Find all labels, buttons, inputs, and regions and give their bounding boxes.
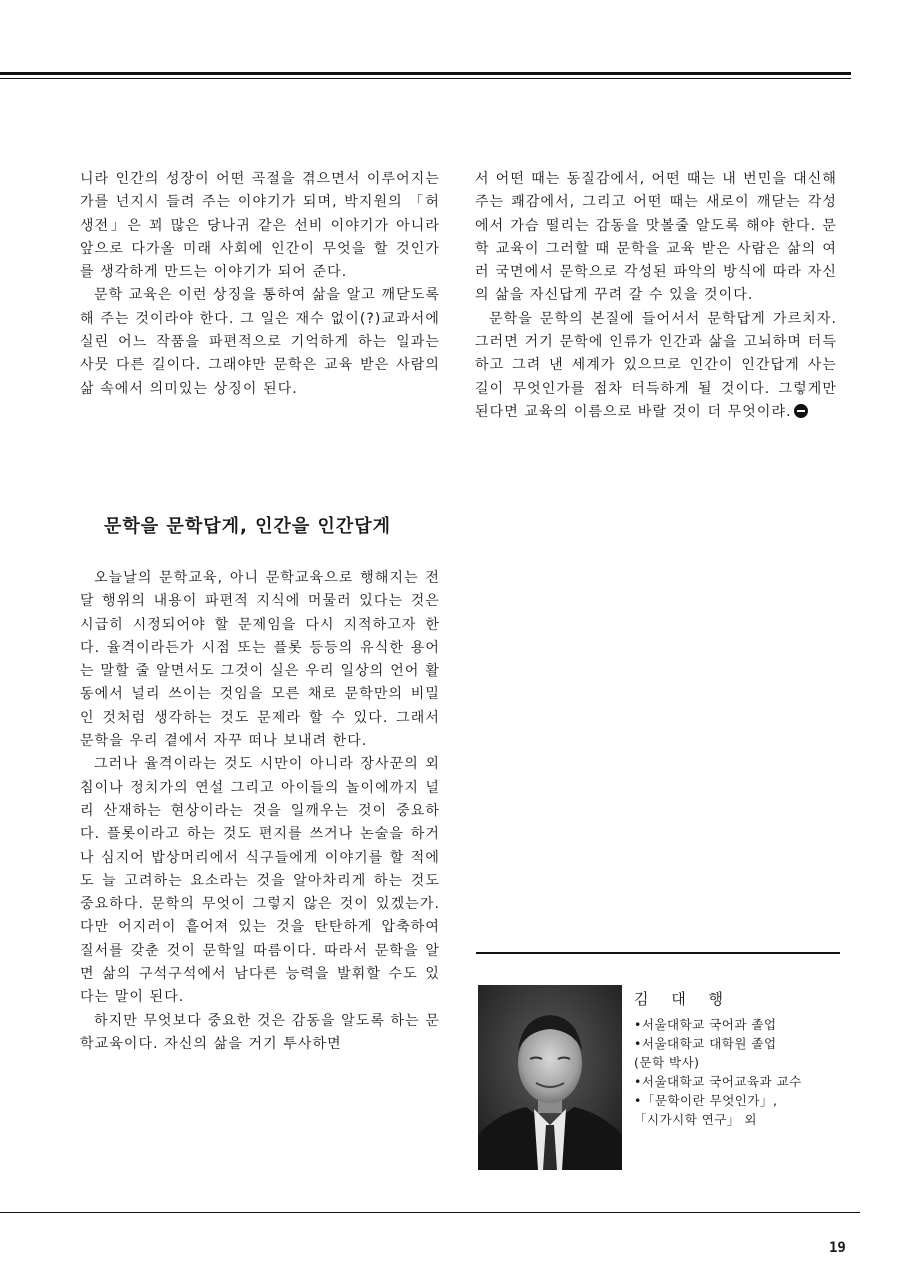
paragraph: [475, 308, 837, 424]
left-column-top: [80, 168, 440, 401]
author-info: [634, 990, 854, 1129]
author-name: 김 대 행: [634, 990, 733, 1008]
author-divider: [476, 952, 840, 954]
author-photo: [478, 985, 622, 1170]
paragraph: 서 어떤 때는 동질감에서, 어떤 때는 내 번민을 대신해 주는 쾌감에서, 그리고 어떤 때는 새로이 깨닫는 각성에서 가슴 떨리는 감동을 맛볼줄 알도록 해야 한다. 문학 교육이 그러할 때 문학을 교육 받은 사람은 삶의 여러 국면에서 문학으로 각성된 파악의 방식에 따라 자신의 삶을 자신답게 꾸려 갈 수 있을 것이다.: [475, 171, 837, 304]
paragraph-text: 문학을 문학의 본질에 들어서서 문학답게 가르치자. 그러면 거기 문학에 인류가 인간과 삶을 고뇌하며 터득하고 그려 낸 세계가 있으므로 인간이 인간답게 사는 길이 무엇인가를 점차 터득하게 될 것이다. 그렇게만 된다면 교육의 이름으로 바랄 것이 더 무엇이랴.: [475, 310, 837, 420]
section-heading: 문학을 문학답게, 인간을 인간답게: [104, 516, 392, 537]
paragraph: 오늘날의 문학교육, 아니 문학교육으로 행해지는 전달 행위의 내용이 파편적 지식에 머물러 있다는 것은 시급히 시정되어야 할 문제임을 다시 지적하고자 한다. 율격이라든가 시점 또는 플롯 등등의 유식한 용어는 말할 줄 알면서도 그것이 실은 우리 일상의 언어 활동에서 널리 쓰이는 것임을 모른 채로 문학만의 비밀인 것처럼 생각하는 것도 문제라 할 수 있다. 그래서 문학을 우리 곁에서 자꾸 떠나 보내려 한다.: [80, 570, 440, 750]
author-bio-line: •「문학이란 무엇인가」,: [634, 1093, 778, 1108]
author-bio-line: •서울대학교 국어과 졸업: [634, 1017, 777, 1032]
paragraph: 니라 인간의 성장이 어떤 곡절을 겪으면서 이루어지는가를 넌지시 들려 주는 이야기가 되며, 박지원의 「허생전」은 꾀 많은 당나귀 같은 선비 이야기가 아니라 앞으로 다가올 미래 사회에 인간이 무엇을 할 것인가를 생각하게 만드는 이야기가 되어 준다.: [80, 171, 440, 281]
top-rule: [0, 72, 851, 75]
end-mark-icon: [794, 404, 808, 418]
page-number: 19: [829, 1240, 846, 1256]
author-bio-line: •서울대학교 대학원 졸업: [634, 1036, 777, 1051]
author-bio-line: 「시가시학 연구」 외: [634, 1112, 757, 1127]
left-column-bottom: [80, 567, 440, 1056]
author-bio-line: (문학 박사): [634, 1055, 700, 1070]
paragraph: 그러나 율격이라는 것도 시만이 아니라 장사꾼의 외침이나 정치가의 연설 그리고 아이들의 놀이에까지 널리 산재하는 현상이라는 것을 일깨우는 것이 중요하다. 플롯이라고 하는 것도 편지를 쓰거나 논술을 하거나 심지어 밥상머리에서 식구들에게 이야기를 할 적에도 늘 고려하는 요소라는 것을 알아차리게 하는 것도 중요하다. 문학의 무엇이 그렇지 않은 것이 있겠는가. 다만 어지러이 흩어져 있는 것을 탄탄하게 압축하여 질서를 갖춘 것이 문학일 따름이다. 따라서 문학을 알면 삶의 구석구석에서 남다른 능력을 발휘할 수도 있다는 말이 된다.: [80, 756, 440, 1006]
author-portrait-icon: [478, 985, 622, 1170]
top-rule-thin: [0, 78, 851, 79]
right-column: [475, 168, 837, 424]
paragraph: 하지만 무엇보다 중요한 것은 감동을 알도록 하는 문학교육이다. 자신의 삶을 거기 투사하면: [80, 1012, 440, 1052]
paragraph: 문학 교육은 이런 상징을 통하여 삶을 알고 깨닫도록 해 주는 것이라야 한다. 그 일은 재수 없이(?)교과서에 실린 어느 작품을 파편적으로 기억하게 하는 일과는 사뭇 다른 길이다. 그래야만 문학은 교육 받은 사람의 삶 속에서 의미있는 상징이 된다.: [80, 287, 440, 397]
author-bio-line: •서울대학교 국어교육과 교수: [634, 1074, 802, 1089]
bottom-rule: [0, 1212, 860, 1213]
